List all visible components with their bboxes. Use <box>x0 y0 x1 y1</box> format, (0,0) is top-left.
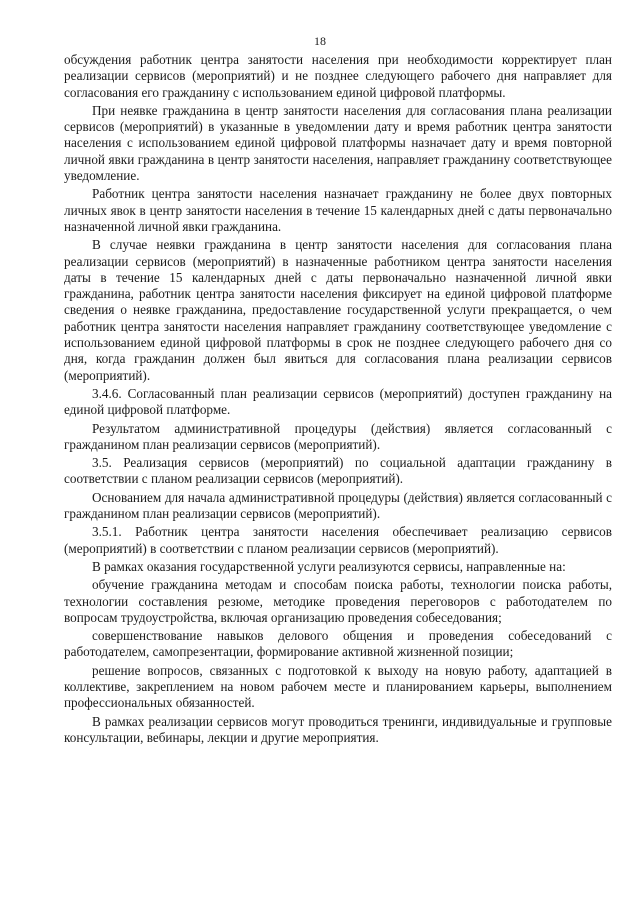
paragraph-result: Результатом административной процедуры (действия) является согласованный с гражданином план реализации сервисов (мероприятий). <box>64 420 612 452</box>
list-item-training: обучение гражданина методам и способам поиска работы, технологии поиска работы, технологии составления резюме, методике проведения переговоров с работодателем по вопросам трудоустройства, включая организацию проведения собеседования; <box>64 577 612 625</box>
page-number: 18 <box>314 34 326 48</box>
list-item-adaptation: решение вопросов, связанных с подготовкой к выходу на новую работу, адаптацией в коллективе, закреплением на новом рабочем месте и планированием карьеры, выполнением профессиональных обязанностей. <box>64 662 612 711</box>
list-item-communication: совершенствование навыков делового общения и проведения собеседований с работодателем, самопрезентации, формирование активной жизненной позиции; <box>64 628 612 660</box>
paragraph-service-termination: В случае неявки гражданина в центр занятости населения для согласования плана реализации сервисов (мероприятий) в назначенные работником центра занятости населения даты в течение 15 календарных дней с даты первоначально назначенной личной явки гражданина, работник центра занятости населения фиксирует на единой цифровой платформе сведения о неявке гражданина, предоставление государственной услуги прекращается, о чем работник центра занятости населения направляет гражданину соответствующее уведомление с использованием единой цифровой платформы в срок не позднее следующего рабочего дня со дня, когда гражданин должен был явиться для согласования плана реализации сервисов (мероприятий). <box>64 237 612 383</box>
paragraph-3-5-1: 3.5.1. Работник центра занятости населения обеспечивает реализацию сервисов (мероприятий) в соответствии с планом реализации сервисов (мероприятий). <box>64 524 612 556</box>
paragraph-no-show: При неявке гражданина в центр занятости населения для согласования плана реализации сервисов (мероприятий) в указанные в уведомлении дату и время работник центра занятости населения с использованием единой цифровой платформы назначает дату и время повторной личной явки гражданина в центр занятости населения, направляет гражданину соответствующее уведомление. <box>64 102 612 184</box>
paragraph-services-intro: В рамках оказания государственной услуги реализуются сервисы, направленные на: <box>92 558 566 574</box>
document-body <box>64 52 612 748</box>
paragraph-3-4-6: 3.4.6. Согласованный план реализации сервисов (мероприятий) доступен гражданину на единой цифровой платформе. <box>64 385 612 418</box>
paragraph-formats: В рамках реализации сервисов могут проводиться тренинги, индивидуальные и групповые консультации, вебинары, лекции и другие мероприятия. <box>64 713 612 745</box>
paragraph-repeat-visits: Работник центра занятости населения назначает гражданину не более двух повторных личных явок в центр занятости населения в течение 15 календарных дней с даты первоначально назначенной личной явки гражданина. <box>64 186 612 234</box>
paragraph-basis: Основанием для начала административной процедуры (действия) является согласованный с гражданином план реализации сервисов (мероприятий). <box>64 489 612 522</box>
paragraph-continuation: обсуждения работник центра занятости населения при необходимости корректирует план реализации сервисов (мероприятий) и не позднее следующего рабочего дня направляет для согласования его гражданину с использованием единой цифровой платформы. <box>64 52 612 100</box>
section-3-5-heading: 3.5. Реализация сервисов (мероприятий) по социальной адаптации гражданину в соответствии с планом реализации сервисов (мероприятий). <box>64 455 612 487</box>
